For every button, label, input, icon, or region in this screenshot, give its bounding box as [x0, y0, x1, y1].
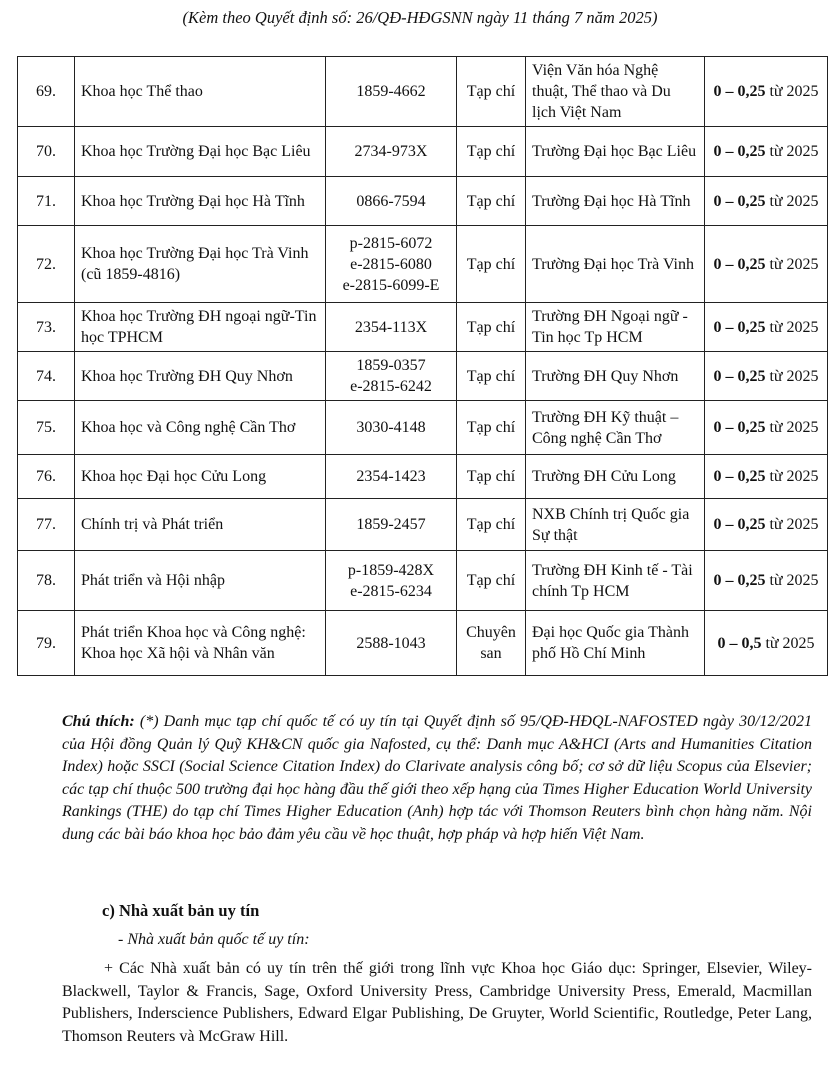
- section-title: c) Nhà xuất bản uy tín: [102, 901, 260, 920]
- score-year: từ 2025: [765, 634, 815, 652]
- score-cell: [705, 551, 828, 611]
- score-cell: [705, 127, 828, 177]
- issn-cell: [326, 226, 457, 303]
- score-range: 0 – 0,5: [717, 634, 762, 652]
- issn-cell: [326, 352, 457, 401]
- row-number: 71.: [18, 177, 75, 226]
- row-number: 79.: [18, 611, 75, 676]
- issn-cell: [326, 611, 457, 676]
- row-number: 77.: [18, 499, 75, 551]
- journal-table-body: [18, 57, 828, 676]
- table-row: [18, 551, 828, 611]
- row-number: 72.: [18, 226, 75, 303]
- journal-name: Khoa học Thể thao: [75, 57, 326, 127]
- issn-code: p-1859-428X: [347, 561, 435, 579]
- publisher-name: Trường ĐH Kinh tế - Tài chính Tp HCM: [526, 551, 705, 611]
- publisher-name: Đại học Quốc gia Thành phố Hồ Chí Minh: [526, 611, 705, 676]
- table-row: [18, 611, 828, 676]
- score-year: từ 2025: [769, 468, 819, 485]
- issn-code: 2588-1043: [356, 634, 426, 652]
- publication-type: Tạp chí: [457, 352, 526, 401]
- issn-code: 1859-0357: [356, 357, 426, 374]
- issn-cell: [326, 303, 457, 352]
- issn-code: 0866-7594: [356, 192, 426, 210]
- issn-code: 1859-2457: [356, 516, 426, 533]
- row-number: 75.: [18, 401, 75, 455]
- row-number: 73.: [18, 303, 75, 352]
- publication-type: Tạp chí: [457, 303, 526, 352]
- publication-type: Tạp chí: [457, 57, 526, 127]
- score-range: 0 – 0,25: [713, 419, 766, 436]
- issn-code: e-2815-6099-E: [342, 276, 440, 294]
- score-year: từ 2025: [769, 367, 819, 385]
- score-cell: [705, 455, 828, 499]
- issn-code: 2354-113X: [354, 318, 428, 336]
- decision-reference-header: (Kèm theo Quyết định số: 26/QĐ-HĐGSNN ngày 11 tháng 7 năm 2025): [182, 8, 658, 27]
- score-cell: [705, 177, 828, 226]
- score-year: từ 2025: [769, 192, 819, 210]
- publication-type: Tạp chí: [457, 177, 526, 226]
- issn-code: e-2815-6234: [350, 582, 432, 600]
- publishers-paragraph: + Các Nhà xuất bản có uy tín trên thế giới trong lĩnh vực Khoa học Giáo dục: Springer, Elsevier, Wiley-Blackwell, Taylor & Francis, Sage, Oxford University Press, Cambridge University Press, Emerald, Macmillan Publishers, Inderscience Publishers, Edward Elgar Publishing, De Gruyter, World Scientific, Routledge, Peter Lang, Thomson Reuters và McGraw Hill.: [62, 960, 812, 1045]
- issn-code: 3030-4148: [356, 419, 426, 436]
- issn-code: 2354-1423: [356, 468, 426, 485]
- publisher-name: NXB Chính trị Quốc gia Sự thật: [526, 499, 705, 551]
- row-number: 69.: [18, 57, 75, 127]
- row-number: 70.: [18, 127, 75, 177]
- publication-type: Tạp chí: [457, 226, 526, 303]
- publisher-name: Trường ĐH Cửu Long: [526, 455, 705, 499]
- journal-name: Khoa học Trường ĐH Quy Nhơn: [75, 352, 326, 401]
- score-year: từ 2025: [769, 419, 819, 436]
- journal-name: Chính trị và Phát triển: [75, 499, 326, 551]
- footnote: [62, 711, 812, 846]
- publisher-name: Trường ĐH Kỹ thuật – Công nghệ Cần Thơ: [526, 401, 705, 455]
- publication-type: Tạp chí: [457, 455, 526, 499]
- journal-name: Khoa học Trường Đại học Trà Vinh (cũ 1859-4816): [75, 226, 326, 303]
- publisher-name: Trường Đại học Trà Vinh: [526, 226, 705, 303]
- issn-cell: [326, 57, 457, 127]
- table-row: [18, 57, 828, 127]
- score-year: từ 2025: [769, 255, 819, 273]
- score-range: 0 – 0,25: [713, 255, 766, 273]
- publication-type: Tạp chí: [457, 499, 526, 551]
- publication-type: Chuyên san: [457, 611, 526, 676]
- score-range: 0 – 0,25: [713, 468, 766, 485]
- score-range: 0 – 0,25: [713, 192, 766, 210]
- score-range: 0 – 0,25: [713, 516, 766, 533]
- issn-cell: [326, 551, 457, 611]
- issn-cell: [326, 127, 457, 177]
- score-range: 0 – 0,25: [713, 143, 766, 160]
- score-cell: [705, 499, 828, 551]
- score-range: 0 – 0,25: [713, 572, 766, 589]
- publisher-name: Viện Văn hóa Nghệ thuật, Thể thao và Du lịch Việt Nam: [526, 57, 705, 127]
- score-cell: [705, 611, 828, 676]
- table-row: [18, 177, 828, 226]
- score-year: từ 2025: [769, 143, 819, 160]
- table-row: [18, 127, 828, 177]
- table-row: [18, 401, 828, 455]
- score-cell: [705, 57, 828, 127]
- issn-code: 2734-973X: [354, 143, 428, 160]
- score-range: 0 – 0,25: [713, 318, 766, 336]
- publisher-name: Trường ĐH Ngoại ngữ - Tin học Tp HCM: [526, 303, 705, 352]
- score-year: từ 2025: [769, 318, 819, 336]
- journal-name: Khoa học Đại học Cửu Long: [75, 455, 326, 499]
- table-row: [18, 499, 828, 551]
- score-range: 0 – 0,25: [713, 367, 766, 385]
- score-year: từ 2025: [769, 516, 819, 533]
- journal-name: Phát triển Khoa học và Công nghệ: Khoa học Xã hội và Nhân văn: [75, 611, 326, 676]
- journal-name: Phát triển và Hội nhập: [75, 551, 326, 611]
- table-row: [18, 226, 828, 303]
- journal-table: [17, 56, 828, 676]
- row-number: 74.: [18, 352, 75, 401]
- publisher-name: Trường Đại học Bạc Liêu: [526, 127, 705, 177]
- journal-name: Khoa học Trường Đại học Hà Tĩnh: [75, 177, 326, 226]
- issn-code: 1859-4662: [356, 83, 426, 100]
- score-cell: [705, 303, 828, 352]
- table-row: [18, 455, 828, 499]
- section-subtitle: - Nhà xuất bản quốc tế uy tín:: [118, 931, 310, 948]
- journal-name: Khoa học Trường ĐH ngoại ngữ-Tin học TPHCM: [75, 303, 326, 352]
- row-number: 78.: [18, 551, 75, 611]
- issn-cell: [326, 455, 457, 499]
- row-number: 76.: [18, 455, 75, 499]
- issn-cell: [326, 177, 457, 226]
- issn-code: e-2815-6242: [350, 378, 432, 395]
- table-row: [18, 303, 828, 352]
- score-range: 0 – 0,25: [713, 83, 766, 100]
- score-year: từ 2025: [769, 572, 819, 589]
- issn-cell: [326, 499, 457, 551]
- score-cell: [705, 401, 828, 455]
- score-year: từ 2025: [769, 83, 819, 100]
- journal-name: Khoa học và Công nghệ Cần Thơ: [75, 401, 326, 455]
- table-row: [18, 352, 828, 401]
- issn-code: e-2815-6080: [350, 255, 432, 273]
- score-cell: [705, 352, 828, 401]
- issn-cell: [326, 401, 457, 455]
- issn-code: p-2815-6072: [349, 234, 433, 252]
- publisher-name: Trường ĐH Quy Nhơn: [526, 352, 705, 401]
- score-cell: [705, 226, 828, 303]
- publication-type: Tạp chí: [457, 127, 526, 177]
- journal-name: Khoa học Trường Đại học Bạc Liêu: [75, 127, 326, 177]
- publication-type: Tạp chí: [457, 551, 526, 611]
- publication-type: Tạp chí: [457, 401, 526, 455]
- footnote-label: Chú thích:: [62, 713, 135, 730]
- footnote-text: (*) Danh mục tạp chí quốc tế có uy tín tại Quyết định số 95/QĐ-HĐQL-NAFOSTED ngày 30/12/2021 của Hội đồng Quản lý Quỹ KH&CN quốc gia Nafosted, cụ thể: Danh mục A&HCI (Arts and Humanities Citation Index) hoặc SSCI (Social Science Citation Index) do Clarivate analysis công bố; cơ sở dữ liệu Scopus của Elsevier; các tạp chí thuộc 500 trường đại học hàng đầu thế giới theo xếp hạng của Times Higher Education World University Rankings (THE) do tạp chí Times Higher Education (Anh) hợp tác với Thomson Reuters bình chọn hàng năm. Nội dung các bài báo khoa học bảo đảm yêu cầu về học thuật, hợp pháp và hợp hiến Việt Nam.: [62, 713, 813, 843]
- publisher-name: Trường Đại học Hà Tĩnh: [526, 177, 705, 226]
